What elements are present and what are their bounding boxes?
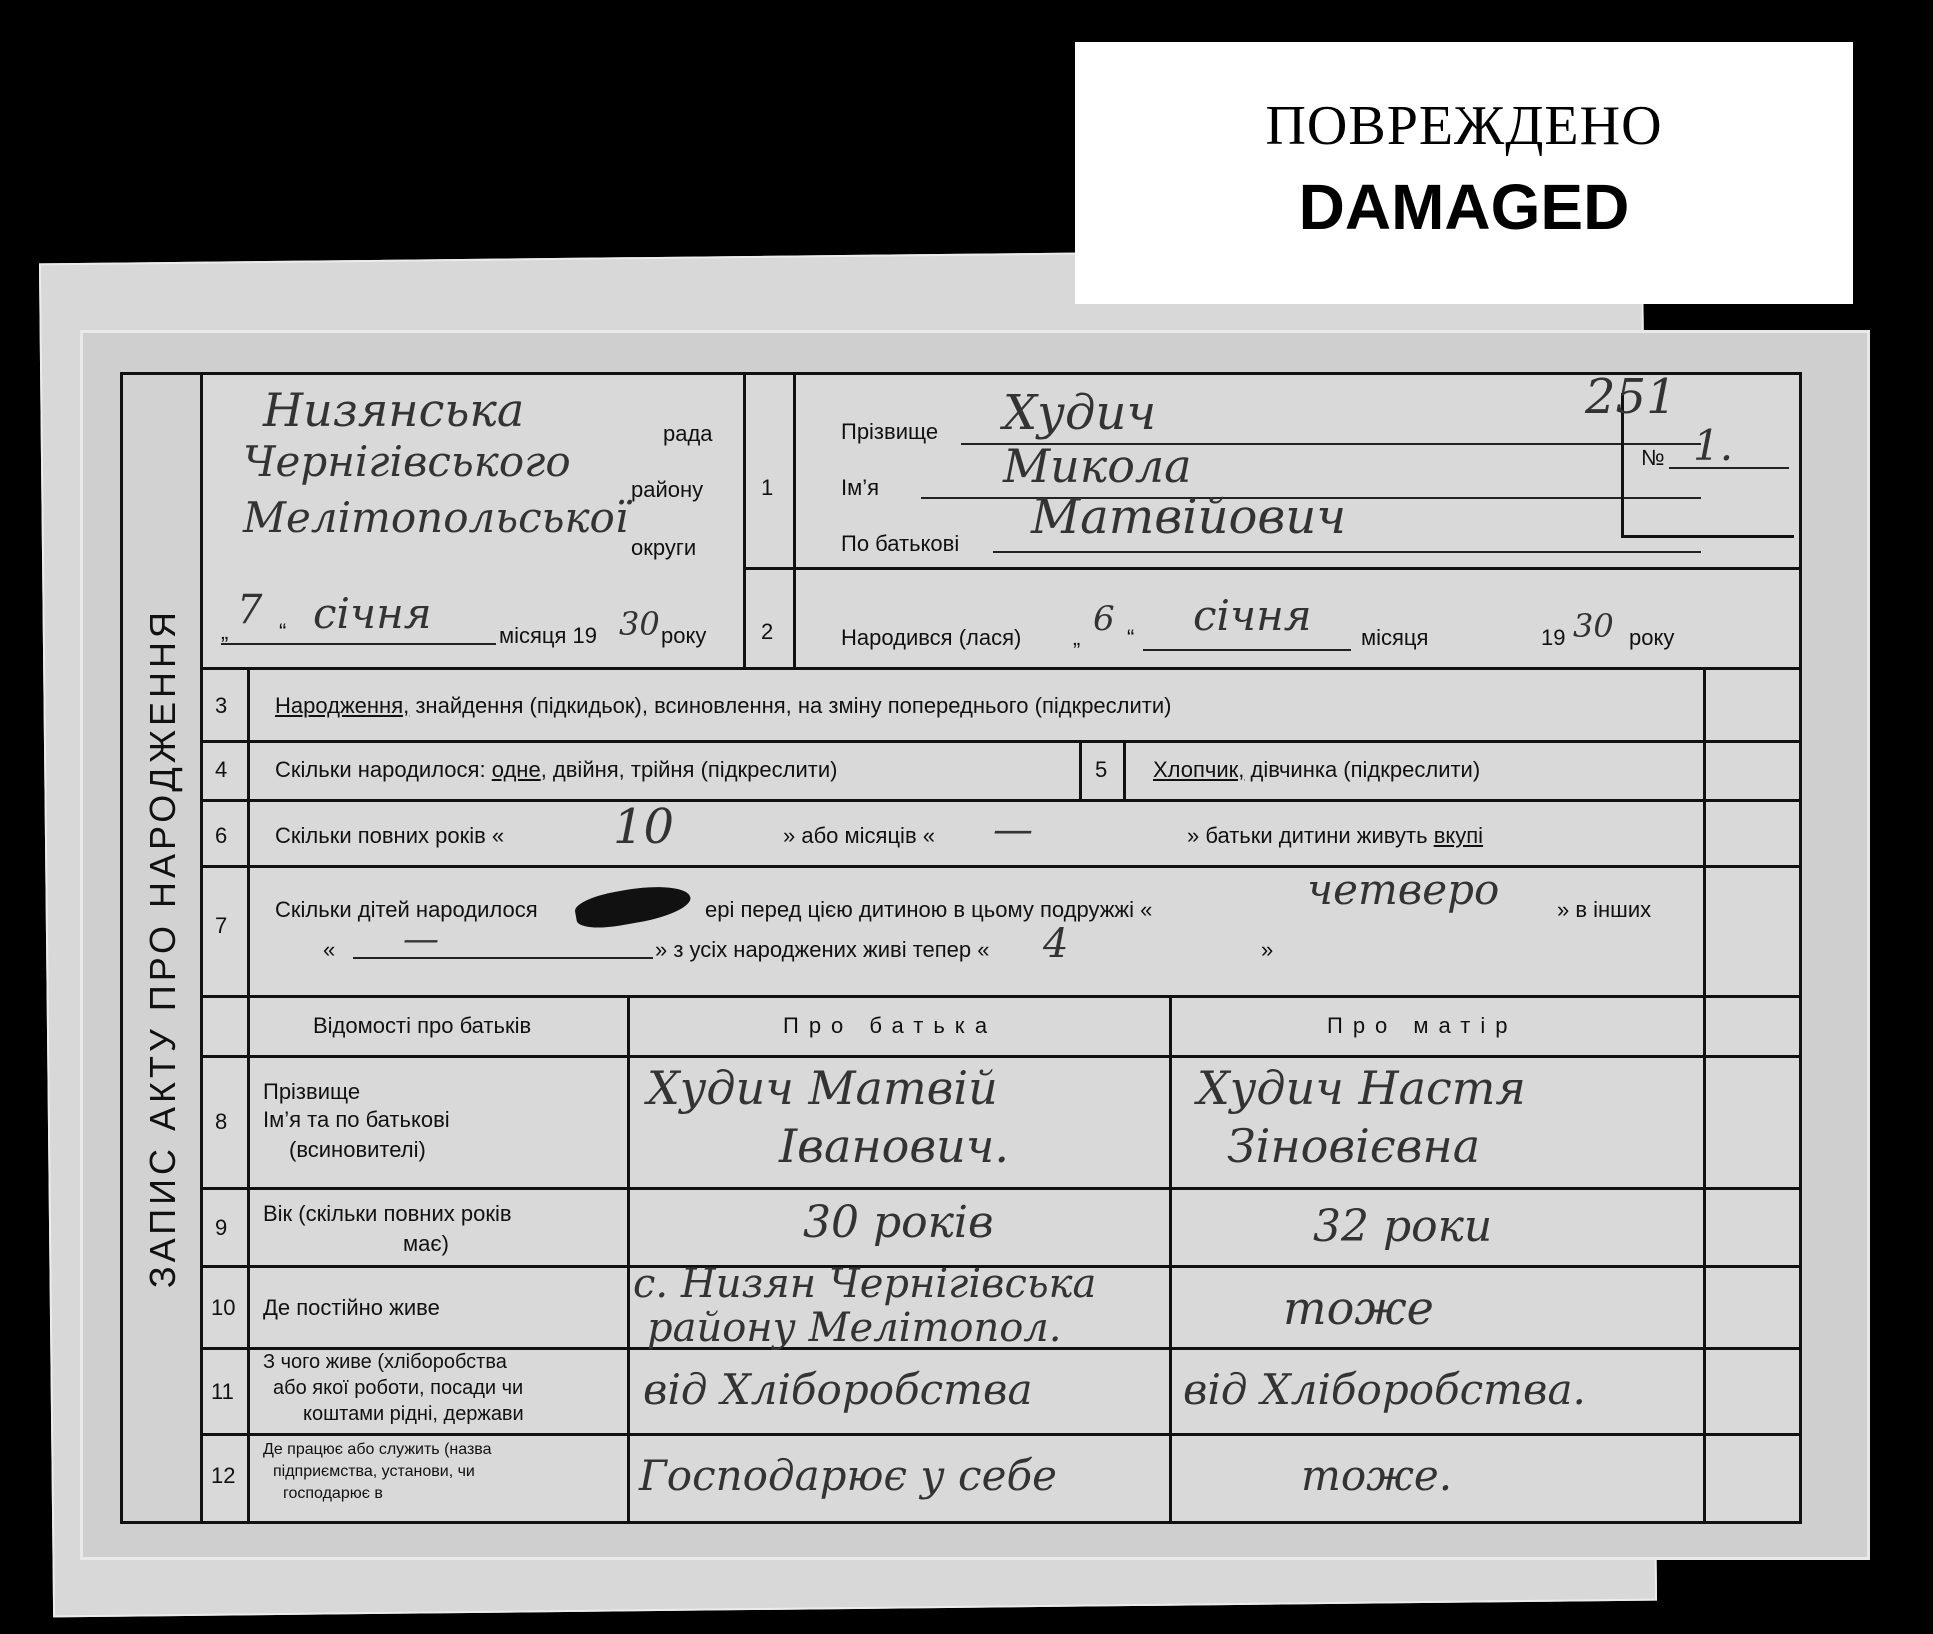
col-divider-num: [247, 667, 250, 1521]
col-divider-row5a: [1079, 740, 1082, 799]
row4-prefix: Скільки народилося:: [275, 757, 486, 782]
row4-text: [275, 757, 837, 783]
record-number-line: [1669, 467, 1789, 469]
row10-mother: тоже: [1283, 1281, 1434, 1335]
record-number-value: 1.: [1693, 421, 1734, 470]
row5-underlined: Хлопчик,: [1153, 757, 1245, 782]
okruga-value: Мелітопольської: [243, 493, 629, 542]
patronymic-label: По батькові: [841, 531, 960, 556]
born-month-line: [1143, 649, 1351, 651]
row3-text: [275, 693, 1172, 719]
reg-month: січня: [313, 589, 432, 638]
row8-father-2: Іванович.: [779, 1119, 1009, 1173]
raion-value: Чернігівського: [243, 437, 571, 486]
parents-header-info: Відомості про батьків: [313, 1013, 532, 1038]
row12-label-1: Де працює або служить (назва: [263, 1441, 492, 1458]
parents-header-mother: Про матір: [1327, 1013, 1518, 1038]
record-corner-number: 251: [1585, 369, 1677, 425]
divider-row4-bottom: [203, 799, 1799, 802]
raion-label: району: [631, 477, 704, 502]
row7-line2-b: » з усіх народжених живі тепер «: [655, 937, 990, 962]
row12-father: Господарює у себе: [639, 1451, 1057, 1500]
row11-label-3: коштами рідні, держави: [303, 1403, 524, 1425]
name-label: Ім’я: [841, 475, 880, 500]
row5-rest: дівчинка (підкреслити): [1244, 757, 1481, 782]
row6-label-a: Скільки повних років «: [275, 823, 505, 848]
row6-years: 10: [613, 799, 675, 855]
row12-label-3: господарює в: [283, 1485, 383, 1502]
divider-row7-bottom: [203, 995, 1799, 998]
divider-row1-bottom: [743, 567, 1799, 570]
row6-label-b: » або місяців «: [783, 823, 935, 848]
born-month: січня: [1193, 591, 1312, 640]
row7-line1-c: » в інших: [1557, 897, 1652, 922]
row12-mother: тоже.: [1301, 1451, 1453, 1500]
side-title-column: [120, 372, 203, 1524]
row8-mother-1: Худич Настя: [1197, 1061, 1526, 1115]
row12-label-2: підприємства, установи, чи: [273, 1463, 475, 1480]
divider-row6-bottom: [203, 865, 1799, 868]
row1-num: 1: [761, 475, 774, 500]
row8-father-1: Худич Матвій: [647, 1061, 998, 1115]
reg-year-label: року: [661, 623, 707, 648]
row10-num: 10: [211, 1295, 236, 1320]
row10-father-2: району Мелітопол.: [647, 1305, 1062, 1351]
row9-label-1: Вік (скільки повних років: [263, 1201, 512, 1226]
side-title: ЗАПИС АКТУ ПРО НАРОДЖЕННЯ: [142, 607, 183, 1289]
row3-underlined: Народження,: [275, 693, 410, 718]
born-year-prefix: 19: [1541, 625, 1566, 650]
reg-month-line: [221, 643, 496, 645]
row8-mother-2: Зіновієвна: [1227, 1119, 1481, 1173]
reg-quote-open: „: [221, 619, 229, 644]
row6-label-c-text: » батьки дитини живуть: [1187, 823, 1428, 848]
row6-months: —: [993, 807, 1033, 853]
row5-text: [1153, 757, 1480, 783]
row8-label-3: (всиновителі): [289, 1137, 426, 1162]
row6-label-c: [1187, 823, 1483, 849]
row8-num: 8: [215, 1109, 228, 1134]
reg-quote-close: “: [279, 619, 287, 644]
row7-children: четверо: [1307, 865, 1500, 914]
row6-label-c-underlined: вкупі: [1433, 823, 1484, 848]
row7-num: 7: [215, 913, 228, 938]
row11-label-2: або якої роботи, посади чи: [273, 1377, 524, 1399]
divider-parents-header-bottom: [203, 1055, 1799, 1058]
rada-label: рада: [663, 421, 713, 446]
form-frame: [200, 369, 1802, 1524]
born-day: 6: [1093, 599, 1115, 639]
divider-row11-bottom: [203, 1433, 1799, 1436]
row9-father: 30 років: [803, 1197, 994, 1248]
reg-day: 7: [237, 587, 263, 633]
col-divider-header: [743, 375, 746, 667]
row9-label-2: має): [403, 1231, 449, 1256]
row11-father: від Хліборобства: [643, 1365, 1033, 1414]
col-divider-num-top: [793, 375, 796, 667]
row7-line1-a: Скільки дітей народилося: [275, 897, 538, 922]
row7-line1-b: ері перед цією дитиною в цьому подружжі «: [705, 897, 1153, 922]
row4-underlined: одне: [491, 757, 541, 782]
col-divider-mother: [1169, 995, 1172, 1521]
row9-mother: 32 роки: [1313, 1201, 1493, 1252]
row2-num: 2: [761, 619, 774, 644]
parents-header-father: Про батька: [783, 1013, 998, 1038]
row4-rest: , двійня, трійня (підкреслити): [540, 757, 838, 782]
record-number-label: №: [1641, 445, 1665, 470]
divider-row2-bottom: [203, 667, 1799, 670]
born-month-label: місяця: [1361, 625, 1429, 650]
row10-label: Де постійно живе: [263, 1295, 440, 1320]
row7-other: —: [403, 919, 439, 960]
born-quote-close: “: [1127, 625, 1135, 650]
name-value: Микола: [1003, 439, 1192, 493]
reg-year-tail: 30: [619, 605, 660, 643]
row9-num: 9: [215, 1215, 228, 1240]
surname-value: Худич: [1003, 385, 1157, 441]
row3-num: 3: [215, 693, 228, 718]
reg-month-label: місяця 19: [499, 623, 598, 648]
row3-rest: знайдення (підкидьок), всиновлення, на зміну попереднього (підкреслити): [409, 693, 1172, 718]
damage-label-uk: ПОВРЕЖДЕНО: [1265, 95, 1663, 157]
row8-label-1: Прізвище: [263, 1079, 361, 1104]
rada-value: Низянська: [263, 383, 525, 437]
born-label: Народився (лася): [841, 625, 1022, 650]
ink-blot: [573, 879, 693, 933]
born-year-label: року: [1629, 625, 1675, 650]
row4-num: 4: [215, 757, 228, 782]
row7-alive: 4: [1043, 921, 1069, 967]
col-divider-father: [627, 995, 630, 1521]
row10-father-1: с. Низян Чернігівська: [633, 1261, 1097, 1307]
row8-label-2: Ім’я та по батькові: [263, 1107, 450, 1132]
damage-label: [1075, 42, 1853, 304]
patronymic-line: [993, 551, 1701, 553]
patronymic-value: Матвійович: [1031, 489, 1347, 545]
row11-num: 11: [211, 1379, 234, 1404]
damage-label-en: DAMAGED: [1298, 171, 1630, 243]
row6-num: 6: [215, 823, 228, 848]
okruga-label: округи: [631, 535, 697, 560]
divider-row8-bottom: [203, 1187, 1799, 1190]
born-year-tail: 30: [1573, 607, 1614, 645]
row11-label-1: З чого живе (хліборобства: [263, 1351, 507, 1373]
row7-line2-c: »: [1261, 937, 1274, 962]
divider-row3-bottom: [203, 740, 1799, 743]
surname-label: Прізвище: [841, 419, 939, 444]
row12-num: 12: [211, 1463, 236, 1488]
row7-line2-a: «: [323, 937, 336, 962]
row5-num: 5: [1095, 757, 1108, 782]
row7-other-line: [353, 957, 653, 959]
row11-mother: від Хліборобства.: [1183, 1365, 1586, 1414]
born-quote-open: „: [1073, 625, 1081, 650]
col-divider-right: [1703, 667, 1706, 1521]
col-divider-row5b: [1123, 740, 1126, 799]
